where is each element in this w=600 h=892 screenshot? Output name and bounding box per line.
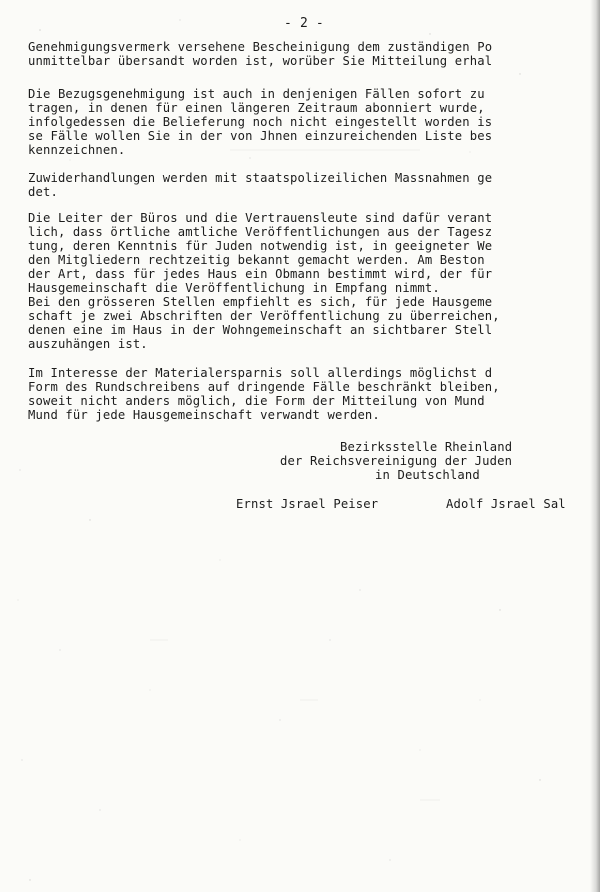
page-number: - 2 - [284,16,324,31]
paragraph-4-line-4: den Mitgliedern rechtzeitig bekannt gemacht werden. Am Beston [28,253,485,267]
paragraph-4-line-1: Die Leiter der Büros und die Vertrauensleute sind dafür verant [28,211,493,225]
paragraph-4-line-2: lich, dass örtliche amtliche Veröffentlichungen aus der Tagesz [28,225,493,239]
paragraph-1-line-2: unmittelbar übersandt worden ist, worüber Sie Mitteilung erhal [28,54,493,68]
paragraph-4-line-7: Bei den grösseren Stellen empfiehlt es sich, für jede Hausgeme [28,295,493,309]
signatory-2: Adolf Jsrael Sal [446,497,566,511]
paragraph-5-line-4: Mund für jede Hausgemeinschaft verwandt werden. [28,408,380,422]
paragraph-4-line-6: Hausgemeinschaft die Veröffentlichung in Empfang nimmt. [28,281,440,295]
paragraph-2-line-2: tragen, in denen für einen längeren Zeitraum abonniert wurde, [28,101,485,115]
paragraph-4-line-8: schaft je zwei Abschriften der Veröffentlichung zu überreichen, [28,309,500,323]
office-line-3: in Deutschland [375,468,480,482]
paragraph-3-line-2: det. [28,185,58,199]
paragraph-4-line-10: auszuhängen ist. [28,337,148,351]
paragraph-4-line-9: denen eine im Haus in der Wohngemeinschaft an sichtbarer Stell [28,323,493,337]
paragraph-2-line-5: kennzeichnen. [28,143,126,157]
paragraph-1-line-1: Genehmigungsvermerk versehene Bescheinigung dem zuständigen Po [28,40,493,54]
paragraph-4-line-3: tung, deren Kenntnis für Juden notwendig ist, in geeigneter We [28,239,493,253]
paragraph-5-line-1: Im Interesse der Materialersparnis soll allerdings möglichst d [28,366,493,380]
signatory-1: Ernst Jsrael Peiser [236,497,379,511]
paragraph-2-line-3: infolgedessen die Belieferung noch nicht eingestellt worden is [28,115,493,129]
paragraph-2-line-1: Die Bezugsgenehmigung ist auch in denjenigen Fällen sofort zu [28,87,485,101]
scan-edge-shadow [590,0,600,892]
office-line-2: der Reichsvereinigung der Juden [280,454,513,468]
paragraph-2-line-4: se Fälle wollen Sie in der von Jhnen einzureichenden Liste bes [28,129,493,143]
paragraph-3-line-1: Zuwiderhandlungen werden mit staatspolizeilichen Massnahmen ge [28,171,493,185]
paragraph-5-line-3: soweit nicht anders möglich, die Form der Mitteilung von Mund [28,394,485,408]
paragraph-4-line-5: der Art, dass für jedes Haus ein Obmann bestimmt wird, der für [28,267,493,281]
office-line-1: Bezirksstelle Rheinland [340,440,513,454]
paragraph-5-line-2: Form des Rundschreibens auf dringende Fälle beschränkt bleiben, [28,380,500,394]
